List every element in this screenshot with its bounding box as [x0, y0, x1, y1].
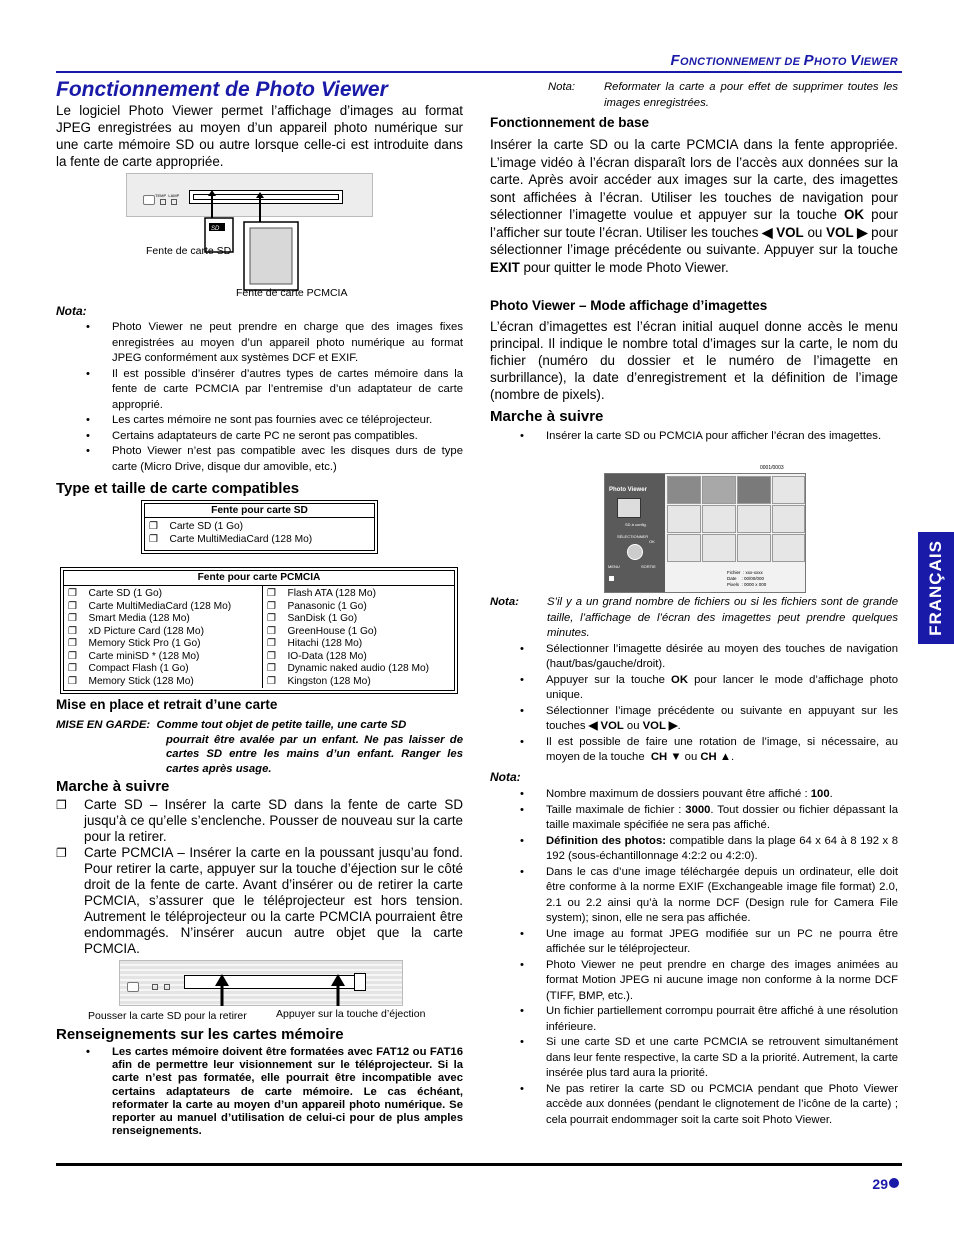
- list-item: • Sélectionner l’imagette désirée au moyen des touches de navigation (haut/bas/gauche/droit).: [490, 642, 898, 673]
- list-item: • Photo Viewer ne peut prendre en charge que des images fixes enregistrées au moyen d’un appareil photo numérique au format JPEG conformément aux systèmes DCF et EXIF.: [56, 320, 463, 367]
- list-item: • Certains adaptateurs de carte PC ne seront pas compatibles.: [56, 429, 463, 445]
- navigation-icon: [627, 544, 643, 560]
- thumbnail: [737, 476, 771, 504]
- list-item: • Si une carte SD et une carte PCMCIA se retrouvent simultanément dans leur fente respective, la carte SD a la priorité. Autrement, la carte insérée plus tard aura la priorité.: [490, 1035, 898, 1082]
- table-header: Fente pour carte PCMCIA: [64, 571, 454, 586]
- memory-info-heading: Renseignements sur les cartes mémoire: [56, 1026, 344, 1043]
- eject-label: Appuyer sur la touche d’éjection: [276, 1008, 426, 1020]
- thumbnail: [702, 534, 736, 562]
- basic-paragraph: Insérer la carte SD ou la carte PCMCIA dans la fente appropriée. L’image vidéo à l’écran disparaît lors de l’accès aux données sur la carte. Après avoir accéder aux images sur la carte, des imagettes sont affichées à l’écran. Utiliser les touches de navigation pour sélectionner l’imagette voulue et appuyer sur la touche OK pour l’afficher sur toute l’écran. Utiliser les touches ◀ VOL ou VOL ▶ pour sélectionner l’image précédente ou suivante. Appuyer sur la touche EXIT pour quitter le mode Photo Viewer.: [490, 137, 898, 275]
- nota-label-2: Nota:: [490, 770, 521, 784]
- thumbnail: [772, 476, 805, 504]
- table-row: ❐ Carte MultiMediaCard (128 Mo): [68, 600, 232, 612]
- table-row: ❐ Flash ATA (128 Mo): [267, 588, 376, 599]
- pcmcia-slot-label: Fente de carte PCMCIA: [236, 287, 348, 299]
- footer-rule: [56, 1163, 902, 1166]
- sd-slot-label: Fente de carte SD: [146, 245, 232, 257]
- table-row: ❐ Memory Stick (128 Mo): [68, 675, 194, 687]
- card-status-icon: [609, 576, 614, 581]
- list-item: • Sélectionner l’image précédente ou suivante en appuyant sur les touches ◀ VOL ou VOL ▶.: [490, 704, 898, 735]
- sd-slot-table: [141, 500, 378, 554]
- table-row: ❐ Smart Media (128 Mo): [68, 613, 190, 624]
- list-item: • Ne pas retirer la carte SD ou PCMCIA pendant que Photo Viewer accède aux données (pendant le clignotement de l’icône de la carte) ; cela pourrait endommager soit la carte soit Photo Viewer.: [490, 1082, 898, 1129]
- list-item: ❐ Carte PCMCIA – Insérer la carte en la poussant jusqu’au fond. Pour retirer la carte, appuyer sur la touche d’éjection sur le côté droit de la fente de carte. Avant d’insérer ou de retirer la carte PCMCIA, s’assurer que le téléprojecteur est hors tension. Autrement le téléprojecteur ou la carte PCMCIA pourraient être endommagés. N’insérer aucun autre objet que la carte PCMCIA.: [56, 845, 463, 957]
- table-row: ❐ SanDisk (1 Go): [267, 613, 358, 624]
- list-item: • Photo Viewer n’est pas compatible avec les disques durs de type carte (Micro Drive, disque dur amovible, etc.): [56, 444, 463, 475]
- table-row: ❐ Panasonic (1 Go): [267, 600, 367, 612]
- table-row: ❐ Carte MultiMediaCard (128 Mo): [149, 534, 313, 545]
- thumbnail: [667, 476, 701, 504]
- table-row: ❐ Carte miniSD * (128 Mo): [68, 650, 200, 662]
- file-info: Fichier : xxx-xxxx Date : 00/00/000 Pixels : 0000 x 000: [727, 570, 767, 587]
- language-tab-label: FRANÇAIS: [926, 540, 945, 636]
- nota-top-right: Nota: Reformater la carte a pour effet de supprimer toutes les images enregistrées.: [548, 81, 898, 109]
- cards-illustration: [200, 188, 310, 294]
- pcmcia-slot-table: [60, 567, 458, 694]
- list-item: • Il est possible d’insérer d’autres types de cartes mémoire dans la fente de carte PCMCIA par l’entremise d’un adaptateur de carte approprié.: [56, 367, 463, 414]
- list-item: • Photo Viewer ne peut prendre en charge des images animées au format Motion JPEG ni aucune image non conforme à la norme DCF (TIFF, BMP, etc.).: [490, 958, 898, 1005]
- svg-text:SD: SD: [211, 226, 220, 232]
- thumbnail: [772, 534, 805, 562]
- image-counter: 0001/0003: [760, 465, 784, 471]
- list-item: • Définition des photos: compatible dans la plage 64 x 64 à 8 192 x 8 192 (sous-échantillonnage 4:2:2 ou 4:2:0).: [490, 834, 898, 865]
- procedure-heading: Marche à suivre: [56, 778, 170, 795]
- table-column-1: [64, 586, 263, 688]
- procedure-list: [56, 797, 463, 957]
- list-item: • Appuyer sur la touche OK pour lancer le mode d’affichage photo unique.: [490, 673, 898, 704]
- table-header: Fente pour carte SD: [145, 504, 374, 518]
- nota-list: [56, 320, 463, 475]
- list-item: • Insérer la carte SD ou PCMCIA pour afficher l’écran des imagettes.: [490, 429, 898, 445]
- thumbnail: [702, 476, 736, 504]
- card-icon: [617, 498, 641, 518]
- thumbnails-paragraph: L’écran d’imagettes est l’écran initial auquel donne accès le menu principal. Il indique le nombre total d’images sur la carte, le nom du fichier (numéro du dossier et le numéro de l’imagette en surbrillance), la date d’enregistrement et la définition de l’image (nombre de pixels).: [490, 319, 898, 402]
- list-item: • Un fichier partiellement corrompu pourrait être affiché à une résolution inférieure.: [490, 1004, 898, 1035]
- list-item: • Il est possible de faire une rotation de l’image, si nécessaire, au moyen de la touche CH ▼ ou CH ▲.: [490, 735, 898, 766]
- table-row: ❐ Dynamic naked audio (128 Mo): [267, 663, 430, 674]
- warning-block: MISE EN GARDE: Comme tout objet de petite taille, une carte SD pourrait être avalée par un enfant. Ne pas laisser de cartes SD entre les mains d’un enfant. Ranger les cartes après usage.: [56, 719, 463, 775]
- nota-label: Nota:: [56, 304, 87, 318]
- procedure-right-heading: Marche à suivre: [490, 408, 604, 425]
- table-row: ❐ Hitachi (128 Mo): [267, 638, 363, 649]
- table-row: ❐ xD Picture Card (128 Mo): [68, 625, 204, 637]
- list-item: • Taille maximale de fichier : 3000. Tout dossier ou fichier dépassant la taille maximale spécifiée ne sera pas affiché.: [490, 803, 898, 834]
- thumbnail: [702, 505, 736, 533]
- push-sd-label: Pousser la carte SD pour la retirer: [88, 1010, 247, 1022]
- list-item: ❐ Carte SD – Insérer la carte SD dans la fente de carte SD jusqu’à ce qu’elle s’enclenche. Pousser de nouveau sur la carte pour la retirer.: [56, 797, 463, 845]
- table-row: ❐ Memory Stick Pro (1 Go): [68, 638, 201, 649]
- intro-paragraph: Le logiciel Photo Viewer permet l’affichage d’images au format JPEG enregistrées au moyen d’un appareil photo numérique sur une carte mémoire SD ou autre lorsque celle-ci est introduite dans la fente de carte appropriée.: [56, 103, 463, 169]
- page-title: Fonctionnement de Photo Viewer: [56, 78, 388, 101]
- memory-info-block: • Les cartes mémoire doivent être formatées avec FAT12 ou FAT16 afin de permettre leur visionnement sur le téléprojecteur. Si la carte n’est pas formatée, elle pourrait être incompatible avec certains adaptateurs de carte mémoire. Le cas échéant, reformater la carte au moyen d’un appareil photo numérique. Se reporter au manuel d’utilisation de celui-ci pour de plus amples renseignements.: [86, 1046, 463, 1138]
- thumbnails-heading: Photo Viewer – Mode affichage d’imagettes: [490, 298, 768, 313]
- table-row: ❐ Carte SD (1 Go): [68, 588, 163, 599]
- nota-right-1: Nota: S’il y a un grand nombre de fichiers ou si les fichiers sont de grande taille, l’affichage de l’écran des imagettes peut prendre quelques minutes. • Sélectionner l’imagette désirée au moyen des touches de navigation (haut/bas/gauche/droit). • Appuyer sur la touche OK pour lancer le mode d’affichage photo unique. • Sélectionner l’image précédente ou suivante en appuyant sur les touches ◀ VOL ou VOL ▶. • Il est possible de faire une rotation de l’image, si nécessaire, au moyen de la touche CH ▼ ou CH ▲.: [490, 595, 898, 766]
- table-row: ❐ Kingston (128 Mo): [267, 675, 371, 687]
- projector-panel-illustration: TEMP LAMP: [126, 173, 373, 217]
- arrows-illustration: [200, 972, 360, 1006]
- table-row: ❐ IO-Data (128 Mo): [267, 650, 367, 662]
- compat-heading: Type et taille de carte compatibles: [56, 480, 300, 497]
- thumbnail: [667, 534, 701, 562]
- screen-menu-panel: Photo Viewer SD à config. SÉLECTIONNER OK MENU SORTIE: [605, 474, 665, 592]
- running-header: FONCTIONNEMENT DE PHOTO VIEWER: [670, 52, 898, 69]
- list-item: • Une image au format JPEG modifiée sur un PC ne pourra être affichée sur le téléprojecteur.: [490, 927, 898, 958]
- procedure-right-list: [490, 429, 898, 445]
- table-row: ❐ GreenHouse (1 Go): [267, 625, 377, 637]
- table-column-2: [263, 586, 429, 688]
- bullet-dot-icon: [889, 1178, 899, 1188]
- thumbnail: [737, 505, 771, 533]
- thumbnail: [737, 534, 771, 562]
- table-row: ❐ Carte SD (1 Go): [149, 521, 244, 532]
- insert-heading: Mise en place et retrait d’une carte: [56, 697, 278, 712]
- thumbnail: [667, 505, 701, 533]
- list-item: • Les cartes mémoire ne sont pas fournies avec ce téléprojecteur.: [56, 413, 463, 429]
- list-item: • Dans le cas d’une image téléchargée depuis un ordinateur, elle doit être conforme à la norme EXIF (Exchangeable image file format) 2.0, 2.1 ou 2.2 ainsi qu’à la norme DCF (Design rule for Camera File system); sinon, elle ne sera pas affichée.: [490, 865, 898, 927]
- table-row: ❐ Compact Flash (1 Go): [68, 663, 189, 674]
- nota-right-2-list: [490, 787, 898, 1128]
- basic-heading: Fonctionnement de base: [490, 115, 650, 130]
- photo-viewer-screen: [604, 473, 806, 593]
- header-rule: [56, 71, 902, 73]
- thumbnail: [772, 505, 805, 533]
- list-item: • Nombre maximum de dossiers pouvant être affiché : 100.: [490, 787, 898, 803]
- page-number: 29: [872, 1176, 888, 1192]
